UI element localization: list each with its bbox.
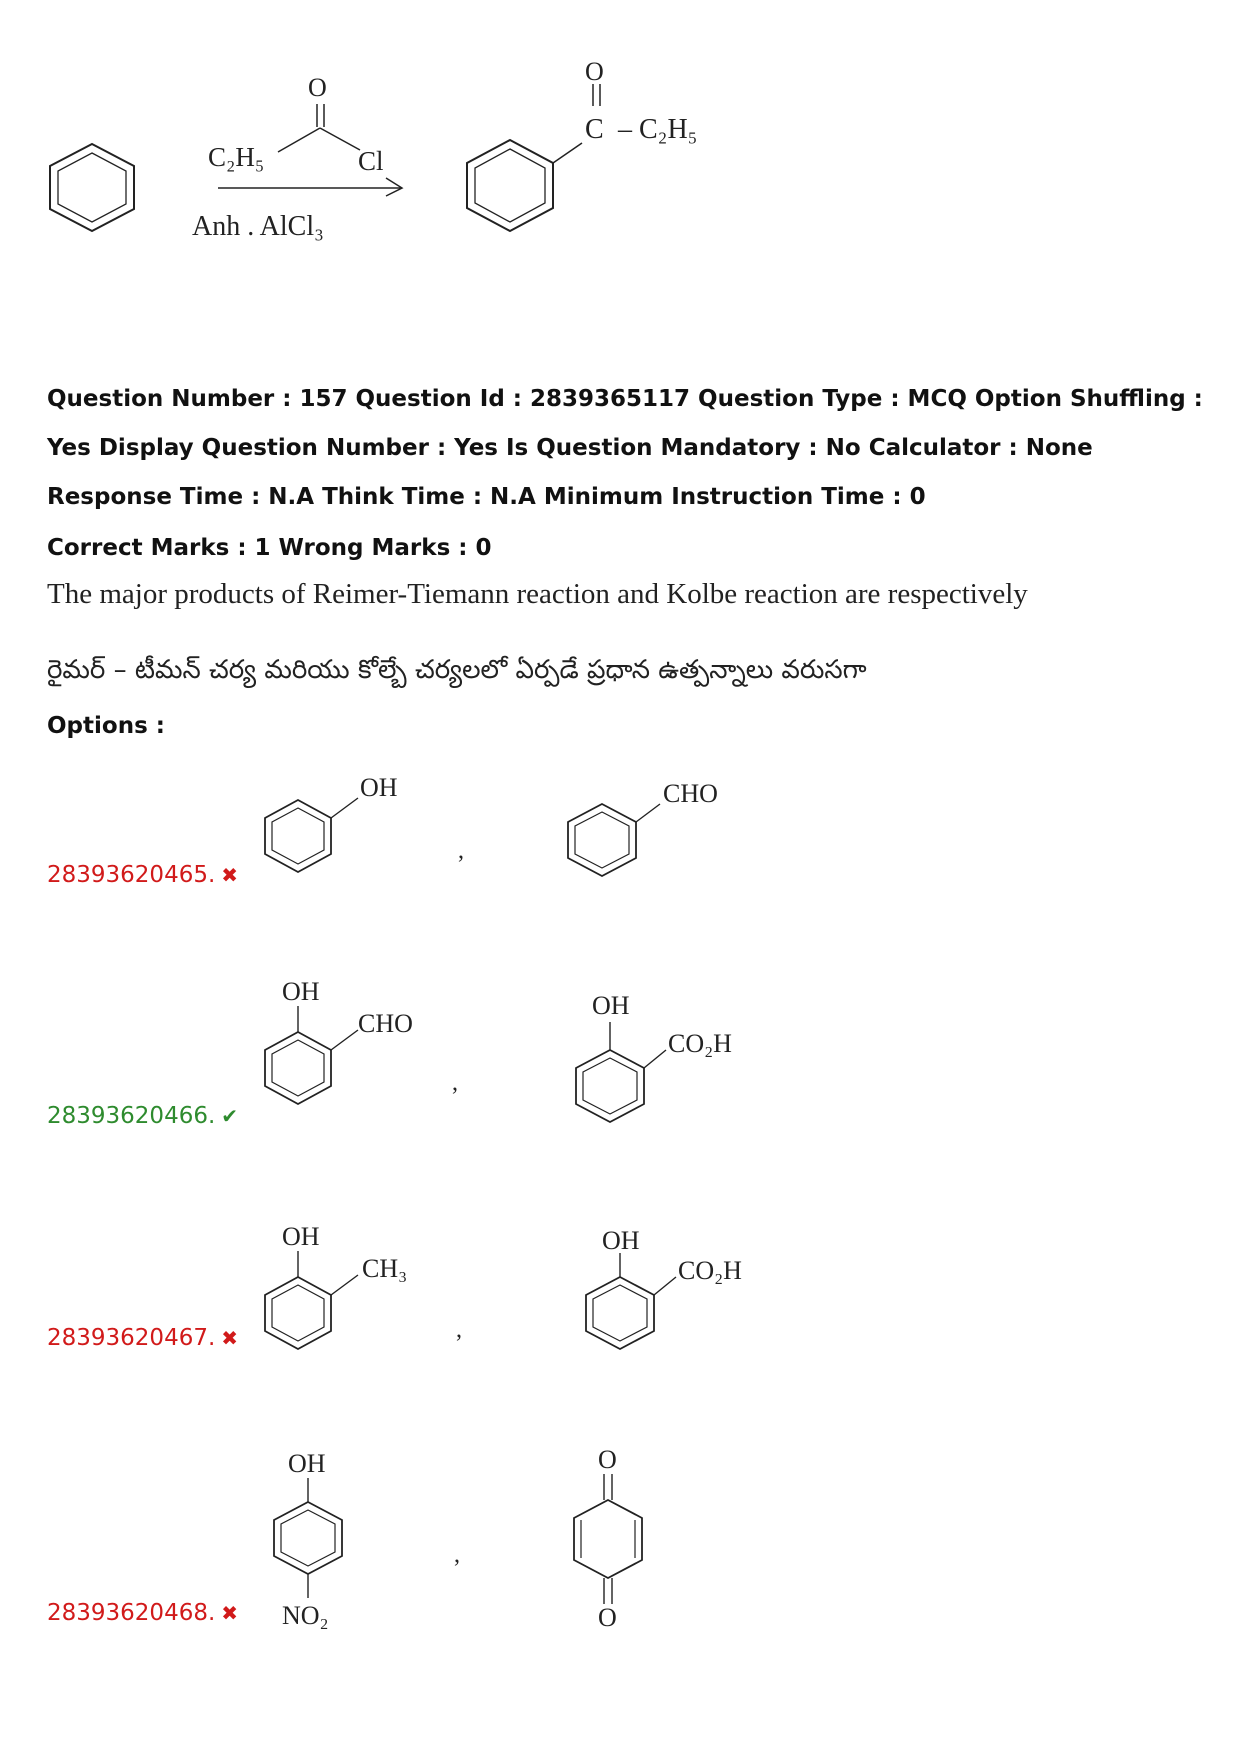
option-2-structures	[230, 970, 790, 1130]
question-meta: Question Number : 157 Question Id : 2839365117 Question Type : MCQ Option Shuffling : Yes Display Question Number : Yes Is Question Mandatory : No Calculator : None Response Time : N.A Think Time : N.A Minimum Instruction Time : 0	[47, 386, 1203, 510]
product-carbonyl-o: O	[585, 57, 604, 86]
option-4-structures	[230, 1440, 790, 1640]
option-3-salicylic-acid-co2h: CO₂H	[678, 1256, 742, 1285]
option-3-separator: ,	[456, 1317, 462, 1343]
option-4-nitrophenol-oh: OH	[288, 1449, 326, 1478]
option-1-id	[47, 862, 238, 888]
option-3-id	[47, 1325, 238, 1351]
check-icon: ✔	[221, 1104, 239, 1128]
reagent-chloride: Cl	[358, 146, 384, 176]
product-carbon: C	[585, 114, 604, 145]
option-1-separator: ,	[458, 838, 464, 864]
reagent-carbonyl-o: O	[308, 73, 327, 102]
propiophenone-product	[467, 84, 600, 231]
cross-icon: ✖	[221, 1601, 239, 1625]
option-3-salicylic-acid-oh: OH	[602, 1226, 640, 1255]
option-4-nitrophenol-no2: NO₂	[282, 1601, 329, 1630]
option-2-salicylaldehyde-oh: OH	[282, 977, 320, 1006]
option-2-salicylic-acid-oh: OH	[592, 991, 630, 1020]
option-3-cresol-ch3: CH₃	[362, 1254, 408, 1283]
option-1-phenol-oh: OH	[360, 773, 398, 802]
cross-icon: ✖	[221, 1326, 239, 1350]
catalyst-label: Anh . AlCl₃	[192, 211, 324, 242]
option-4-id	[47, 1600, 238, 1626]
question-marks: Correct Marks : 1 Wrong Marks : 0	[47, 535, 492, 561]
option-2-number: 28393620466.	[47, 1103, 216, 1129]
option-2-separator: ,	[452, 1070, 458, 1096]
reagent-ethyl: C₂H₅	[208, 142, 265, 172]
option-2-salicylaldehyde-cho: CHO	[358, 1009, 413, 1038]
option-3-structures	[230, 1215, 790, 1365]
propanoyl-chloride	[278, 104, 360, 152]
product-ethyl: – C₂H₅	[618, 114, 698, 145]
option-1-benzaldehyde-cho: CHO	[663, 779, 718, 808]
option-2-id	[47, 1103, 238, 1129]
option-4-separator: ,	[454, 1542, 460, 1568]
option-1-structures	[230, 770, 790, 890]
option-2-salicylic-acid-co2h: CO₂H	[668, 1029, 732, 1058]
options-label: Options :	[47, 713, 165, 739]
cross-icon: ✖	[221, 863, 239, 887]
question-text-english: The major products of Reimer-Tiemann reaction and Kolbe reaction are respectively	[47, 578, 1028, 610]
question-text-telugu: రైమర్ – టీమన్ చర్య మరియు కోల్బే చర్యలలో ఏర్పడే ప్రధాన ఉత్పన్నాలు వరుసగా	[47, 655, 867, 685]
benzene-reactant	[50, 144, 134, 231]
option-4-quinone-top-o: O	[598, 1445, 617, 1474]
option-3-number: 28393620467.	[47, 1325, 216, 1351]
reaction-scheme	[0, 0, 800, 280]
option-4-quinone-bottom-o: O	[598, 1603, 617, 1632]
reaction-arrow	[218, 178, 402, 196]
option-1-number: 28393620465.	[47, 862, 216, 888]
option-3-cresol-oh: OH	[282, 1222, 320, 1251]
option-4-number: 28393620468.	[47, 1600, 216, 1626]
